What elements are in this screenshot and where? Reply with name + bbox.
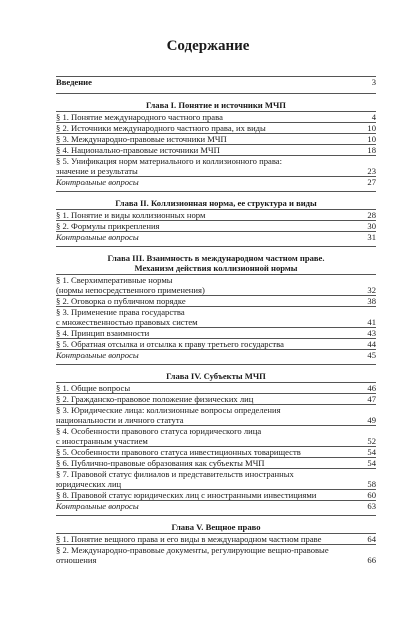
- chapter-heading: Глава V. Вещное право: [171, 522, 261, 532]
- toc-entry: [56, 122, 376, 133]
- toc-entry-title: § 1. Понятие вещного права и его виды в международном частном праве: [56, 534, 322, 544]
- toc-entry-page: 49: [367, 415, 376, 425]
- toc-block: [56, 364, 376, 515]
- toc-entry-page: 64: [367, 534, 376, 544]
- page-title: Содержание: [166, 38, 250, 54]
- toc-entry-page: 44: [367, 339, 376, 349]
- toc-entry-page: 43: [367, 328, 376, 338]
- toc-entry: [56, 425, 376, 446]
- toc-entry: [56, 274, 376, 295]
- control-questions-entry: [56, 176, 376, 187]
- chapter-heading: Глава I. Понятие и источники МЧП: [145, 100, 286, 110]
- toc-entry-title: Контрольные вопросы: [56, 350, 139, 360]
- toc-entry-title: § 2. Формулы прикрепления: [56, 221, 160, 231]
- toc-entry-page: 32: [367, 285, 376, 295]
- toc-entry: [56, 220, 376, 231]
- toc-entry-page: 58: [367, 479, 376, 489]
- toc-entry-title: § 2. Гражданско-правовое положение физических лиц: [56, 394, 254, 404]
- toc-entry-title: Контрольные вопросы: [56, 177, 139, 187]
- toc-entry-page: 63: [367, 501, 376, 511]
- toc-entry: [56, 77, 376, 87]
- toc-entry-page: 66: [367, 555, 376, 565]
- toc-entry: [56, 133, 376, 144]
- toc-entry: [56, 144, 376, 155]
- toc-entry-page: 31: [367, 232, 376, 242]
- toc-entry-page: 28: [367, 210, 376, 220]
- toc-entry-title: § 1. Понятие международного частного права: [56, 112, 223, 122]
- toc-entry-title: § 1. Общие вопросы: [56, 383, 131, 393]
- toc-entry-title: Введение: [56, 77, 92, 87]
- toc-entry-page: 23: [367, 166, 376, 176]
- control-questions-entry: [56, 500, 376, 511]
- toc-entry-title: § 1. Сверхимперативные нормы (нормы непосредственного применения): [56, 275, 205, 295]
- toc-entry-title: § 2. Международно-правовые документы, регулирующие вещно-правовые отношения: [56, 545, 329, 565]
- toc-entry-page: 45: [367, 350, 376, 360]
- toc-block: [56, 246, 376, 364]
- toc-entry: [56, 382, 376, 393]
- toc-entry-title: § 3. Международно-правовые источники МЧП: [56, 134, 227, 144]
- control-questions-entry: [56, 349, 376, 360]
- chapter-heading: Глава II. Коллизионная норма, ее структура и виды: [115, 198, 317, 208]
- toc-entry: [56, 446, 376, 457]
- toc-entry: [56, 209, 376, 220]
- chapter-heading: Глава IV. Субъекты МЧП: [166, 371, 266, 381]
- toc-entry-title: § 3. Юридические лица: коллизионные вопросы определения национальности и личного статута: [56, 405, 281, 425]
- toc-block: [56, 191, 376, 246]
- toc-entry: [56, 533, 376, 544]
- toc-entry-title: § 4. Особенности правового статуса юридического лица с иностранным участием: [56, 426, 262, 446]
- toc-entry-page: 52: [367, 436, 376, 446]
- toc-entry-title: § 5. Обратная отсылка и отсылка к праву третьего государства: [56, 339, 284, 349]
- toc-entry-title: § 4. Национально-правовые источники МЧП: [56, 145, 220, 155]
- toc-entry-page: 30: [367, 221, 376, 231]
- toc-entry: [56, 295, 376, 306]
- toc-entry-page: 3: [371, 77, 376, 87]
- toc-entry-title: § 8. Правовой статус юридических лиц с иностранными инвестициями: [56, 490, 317, 500]
- toc-entry-title: § 7. Правовой статус филиалов и представительств иностранных юридических лиц: [56, 469, 294, 489]
- toc-entry-page: 41: [367, 317, 376, 327]
- toc-entry-title: § 2. Источники международного частного права, их виды: [56, 123, 266, 133]
- toc-entry-title: § 6. Публично-правовые образования как субъекты МЧП: [56, 458, 265, 468]
- toc-entry: [56, 489, 376, 500]
- toc-entry-title: § 2. Оговорка о публичном порядке: [56, 296, 186, 306]
- toc-entry-title: § 5. Унификация норм материального и коллизионного права: значение и результаты: [56, 156, 282, 176]
- toc-entry: [56, 404, 376, 425]
- toc-entry-title: § 3. Применение права государства с множественностью правовых систем: [56, 307, 198, 327]
- toc-block: [56, 93, 376, 191]
- chapter-heading: Глава III. Взаимность в международном частном праве. Механизм действия коллизионной нормы: [107, 253, 325, 273]
- toc-entry-title: § 5. Особенности правового статуса инвестиционных товариществ: [56, 447, 301, 457]
- block-spacer: [56, 87, 376, 91]
- toc-entry-page: 47: [367, 394, 376, 404]
- toc-block: [56, 76, 376, 93]
- toc-entry-page: 4: [371, 112, 376, 122]
- toc-entry: [56, 155, 376, 176]
- toc-entry-page: 54: [367, 458, 376, 468]
- toc-entry: [56, 393, 376, 404]
- toc-entry-page: 10: [367, 123, 376, 133]
- toc-entry-page: 60: [367, 490, 376, 500]
- toc-entry-page: 46: [367, 383, 376, 393]
- toc-entry-title: Контрольные вопросы: [56, 232, 139, 242]
- toc-entry: [56, 327, 376, 338]
- control-questions-entry: [56, 231, 376, 242]
- toc-entry-page: 38: [367, 296, 376, 306]
- toc-entry-page: 18: [367, 145, 376, 155]
- toc-entry-page: 27: [367, 177, 376, 187]
- toc-entry-title: § 1. Понятие и виды коллизионных норм: [56, 210, 206, 220]
- toc-entry: [56, 111, 376, 122]
- toc-entry-page: 10: [367, 134, 376, 144]
- toc-entry-page: 54: [367, 447, 376, 457]
- toc-entry: [56, 468, 376, 489]
- toc-entry: [56, 457, 376, 468]
- toc-entry: [56, 306, 376, 327]
- toc-block: [56, 515, 376, 565]
- toc-entry: [56, 338, 376, 349]
- toc-entry: [56, 544, 376, 565]
- toc-entry-title: § 4. Принцип взаимности: [56, 328, 150, 338]
- table-of-contents: [56, 76, 376, 565]
- toc-entry-title: Контрольные вопросы: [56, 501, 139, 511]
